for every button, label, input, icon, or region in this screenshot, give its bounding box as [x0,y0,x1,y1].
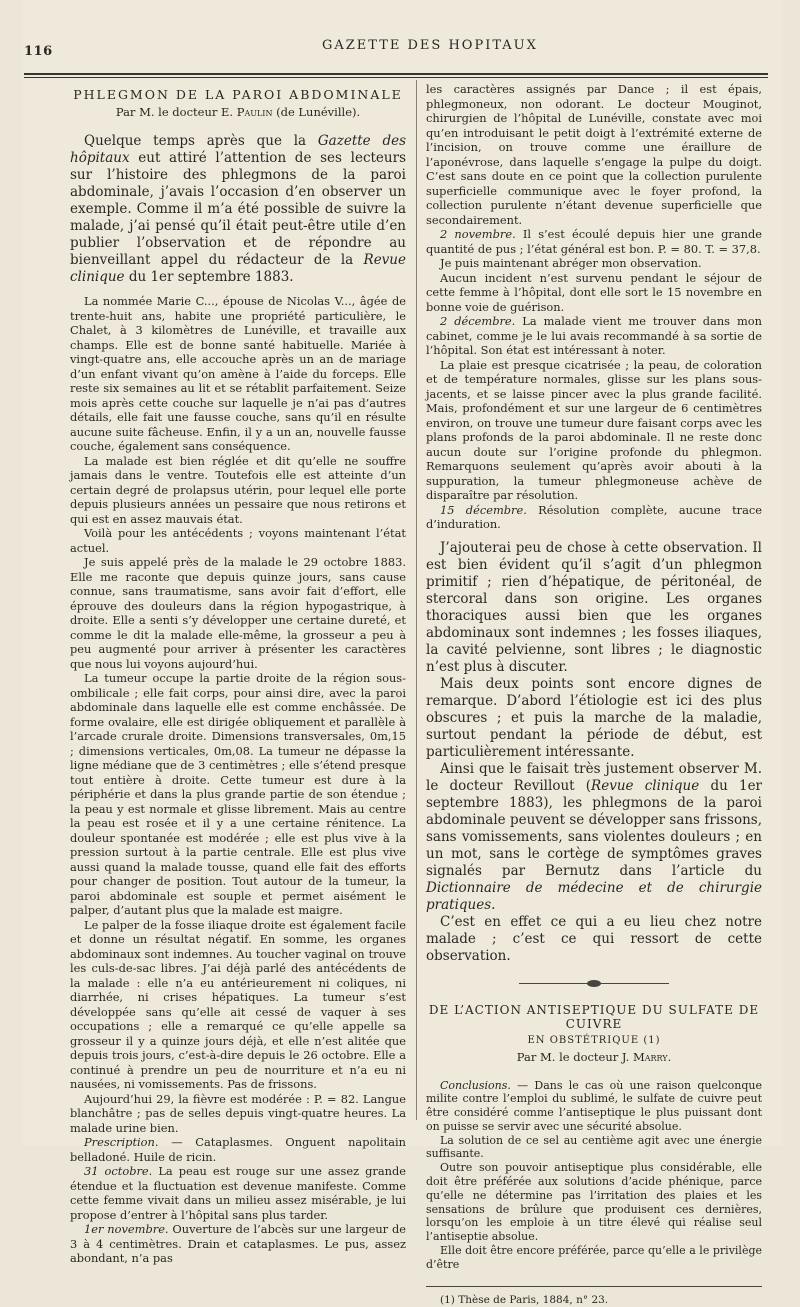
article-byline: Par M. le docteur J. Marry. [516,1050,672,1064]
paragraph: Voilà pour les antécédents ; voyons maintenant l’état actuel. [70,526,406,555]
page-header [22,30,782,70]
paragraph: La malade est bien réglée et dit qu’elle ne souffre jamais dans le ventre. Toutefois elle est atteinte d’un certain degré de prolapsus utérin, pour lequel elle porte depuis plusieurs années un pessaire que nous retirons et qui est en assez mauvais état. [70,453,406,526]
header-rule-thin [24,77,768,78]
footnote: (1) Thèse de Paris, 1884, n° 23. [440,1293,609,1306]
paragraph: 2 novembre. Il s’est écoulé depuis hier une grande quantité de pus ; l’état général est bon. P. = 80. T. = 37,8. [426,227,762,256]
header-rule [24,73,768,75]
paragraph: Je puis maintenant abréger mon observation. [440,256,702,270]
paragraph: Mais deux points sont encore dignes de remarque. D’abord l’étiologie est ici des plus obscures ; et puis la marche de la maladie, surtout pendant la période de début, est particulièrement intéressante. [426,675,762,760]
right-column [426,82,762,1307]
paragraph: Aujourd’hui 29, la fièvre est modérée : P. = 82. Langue blanchâtre ; pas de selles depuis vingt-quatre heures. La malade urine bien. [70,1091,406,1135]
paragraph: Je suis appelé près de la malade le 29 octobre 1883. Elle me raconte que depuis quinze jours, sans cause connue, sans traumatisme, sans avoir fait d’effort, elle éprouve des douleurs dans la région hypogastrique, à droite. Elle a senti s’y développer une certaine dureté, et comme le dit la malade elle-même, la grosseur a peu à peu augmenté pour arriver à présenter les caractères que nous lui voyons aujourd’hui. [70,555,406,671]
journal-title: GAZETTE DES HOPITAUX [322,38,538,53]
article-title: DE L’ACTION ANTISEPTIQUE DU SULFATE DE CUIVRE [428,1002,760,1031]
paragraph: 1er novembre. Ouverture de l’abcès sur une largeur de 3 à 4 centimètres. Drain et cataplasmes. Le pus, assez abondant, n’a pas [70,1222,406,1265]
newspaper-page [22,0,782,1306]
column-divider [416,80,417,1120]
article-subtitle: EN OBSTÉTRIQUE (1) [527,1034,661,1046]
paragraph: Ainsi que le faisait très justement observer M. le docteur Revillout (Revue clinique du 1er septembre 1883), les phlegmons de la paroi abdominale peuvent se développer sans frissons, sans vomissements, sans violentes douleurs ; en un mot, sans le cortège de symptômes graves signalés par Bernutz dans l’article du Dictionnaire de médecine et de chirurgie pratiques. [426,760,763,913]
paragraph: Le palper de la fosse iliaque droite est également facile et donne un résultat négatif. En somme, les organes abdominaux sont indemnes. Au toucher vaginal on trouve les culs-de-sac libres. J’ai déjà parlé des antécédents de la malade : elle n’a eu antérieurement ni coliques, ni diarrhée, ni crises hépatiques. La tumeur s’est développée sans qu’elle ait cessé de vaquer à ses occupations ; elle a remarqué ce qu’elle appelle sa grosseur il y a quinze jours déjà, et elle n’est alitée que depuis trois jours, c’est-à-dire depuis le 26 octobre. Elle a continué à prendre un peu de nourriture et n’a eu ni nausées, ni vomissements. Pas de frissons. [70,917,406,1091]
paragraph: Conclusions. — Dans le cas où une raison quelconque milite contre l’emploi du sublimé, le sulfate de cuivre peut être considéré comme l’antiseptique le plus puissant dont on puisse se servir avec une sécurité absolue. [426,1078,762,1133]
paragraph: Elle doit être encore préférée, parce qu’elle a le privilège d’être [426,1244,762,1271]
footnote-rule [426,1286,762,1287]
paragraph: J’ajouterai peu de chose à cette observation. Il est bien évident qu’il s’agit d’un phlegmon primitif ; rien d’hépatique, de péritonéal, de stercoral dans son origine. Les organes thoraciques aussi bien que les organes abdominaux sont indemnes ; les fosses iliaques, la cavité pelvienne, sont libres ; le diagnostic n’est plus à discuter. [426,539,762,675]
paragraph: Aucun incident n’est survenu pendant le séjour de cette femme à l’hôpital, dont elle sort le 15 novembre en bonne voie de guérison. [426,270,762,314]
paragraph: La plaie est presque cicatrisée ; la peau, de coloration et de température normales, glisse sur les plans sous-jacents, et se laisse pincer avec la plus grande facilité. Mais, profondément et sur une largeur de 6 centimètres environ, on trouve une tumeur dure faisant corps avec les plans profonds de la paroi abdominale. Il ne reste donc aucun doute sur l’origine profonde du phlegmon. Remarquons seulement qu’après avoir abouti à la suppuration, la tumeur phlegmoneuse achève de disparaître par résolution. [426,357,762,502]
paragraph: La tumeur occupe la partie droite de la région sous-ombilicale ; elle fait corps, pour ainsi dire, avec la paroi abdominale dans laquelle elle est comme enchâssée. De forme ovalaire, elle est dirigée obliquement et parallèle à l’arcade crurale droite. Dimensions transversales, 0m,15 ; dimensions verticales, 0m,08. La tumeur ne dépasse la ligne médiane que de 3 centimètres ; elle s’étend presque tout entière à droite. Cette tumeur est dure à la périphérie et dans la plus grande partie de son étendue ; la peau y est normale et glisse librement. Mais au centre la peau est rosée et il y a une certaine rénitence. La douleur spontanée est modérée ; elle est plus vive à la pression surtout à la partie centrale. Elle est plus vive aussi quand la malade tousse, quand elle fait des efforts pour changer de position. Tout autour de la tumeur, la paroi abdominale est souple et permet aisément le palper, d’autant plus que la malade est maigre. [70,671,406,917]
left-column [70,82,406,1266]
paragraph: les caractères assignés par Dance ; il est épais, phlegmoneux, non odorant. Le docteur Mouginot, chirurgien de l’hôpital de Lunéville, constate avec moi qu’en introduisant le petit doigt à l’extrémité externe de l’incision, on trouve comme une éraillure de l’aponévrose, dans laquelle s’engage la pulpe du doigt. C’est sans doute en ce point que la collection purulente superficielle communique avec le foyer profond, la collection purulente n’étant devenue superficielle que secondairement. [426,82,762,227]
paragraph: La solution de ce sel au centième agit avec une énergie suffisante. [426,1133,762,1161]
paragraph: Prescription. — Cataplasmes. Onguent napolitain belladoné. Huile de ricin. [70,1135,406,1164]
paragraph: C’est en effet ce qui a eu lieu chez notre malade ; c’est ce qui ressort de cette observation. [426,913,762,964]
paragraph: La nommée Marie C..., épouse de Nicolas V..., âgée de trente-huit ans, habite une propriété particulière, le Chalet, à 3 kilomètres de Lunéville, et travaille aux champs. Elle est de bonne santé habituelle. Mariée à vingt-quatre ans, elle accouche après un an de mariage d’un enfant vivant qu’on amène à l’aide du forceps. Elle reste six semaines au lit et se rétablit parfaitement. Seize mois après cette couche sur laquelle je n’ai pas d’autres détails, elle fait une fausse couche, sans qu’il en résulte aucune suite fâcheuse. Enfin, il y a un an, nouvelle fausse couche, également sans conséquence. [70,294,406,453]
paragraph: 31 octobre. La peau est rouge sur une assez grande étendue et la fluctuation est devenue manifeste. Comme cette femme vivait dans un milieu assez misérable, je lui propose d’entrer à l’hôpital sans plus tarder. [70,1164,406,1222]
paragraph: 15 décembre. Résolution complète, aucune trace d’induration. [426,502,762,531]
paragraph: 2 décembre. La malade vient me trouver dans mon cabinet, comme je le lui avais recommandé à sa sortie de l’hôpital. Son état est intéressant à noter. [426,314,762,357]
article-byline: Par M. le docteur E. Paulin (de Lunéville). [115,104,361,119]
page-number: 116 [24,44,53,59]
paragraph: Outre son pouvoir antiseptique plus considérable, elle doit être préférée aux solutions d’acide phénique, parce qu’elle ne détermine pas l’irritation des plaies et les sensations de brûlure que produisent ces dernières, lorsqu’on les emploie à un titre élevé qui réalise seul l’antiseptie absolue. [426,1161,762,1244]
article-title: PHLEGMON DE LA PAROI ABDOMINALE [73,87,403,102]
article-intro: Quelque temps après que la Gazette des hôpitaux eut attiré l’attention de ses lecteurs sur l’histoire des phlegmons de la paroi abdominale, j’avais l’occasion d’en observer un exemple. Comme il m’a été possible de suivre la malade, j’ai pensé qu’il était peut-être utile d’en publier l’observation et de répondre au bienveillant appel du rédacteur de la Revue clinique du 1er septembre 1883. [70,133,407,285]
section-separator [519,977,669,989]
